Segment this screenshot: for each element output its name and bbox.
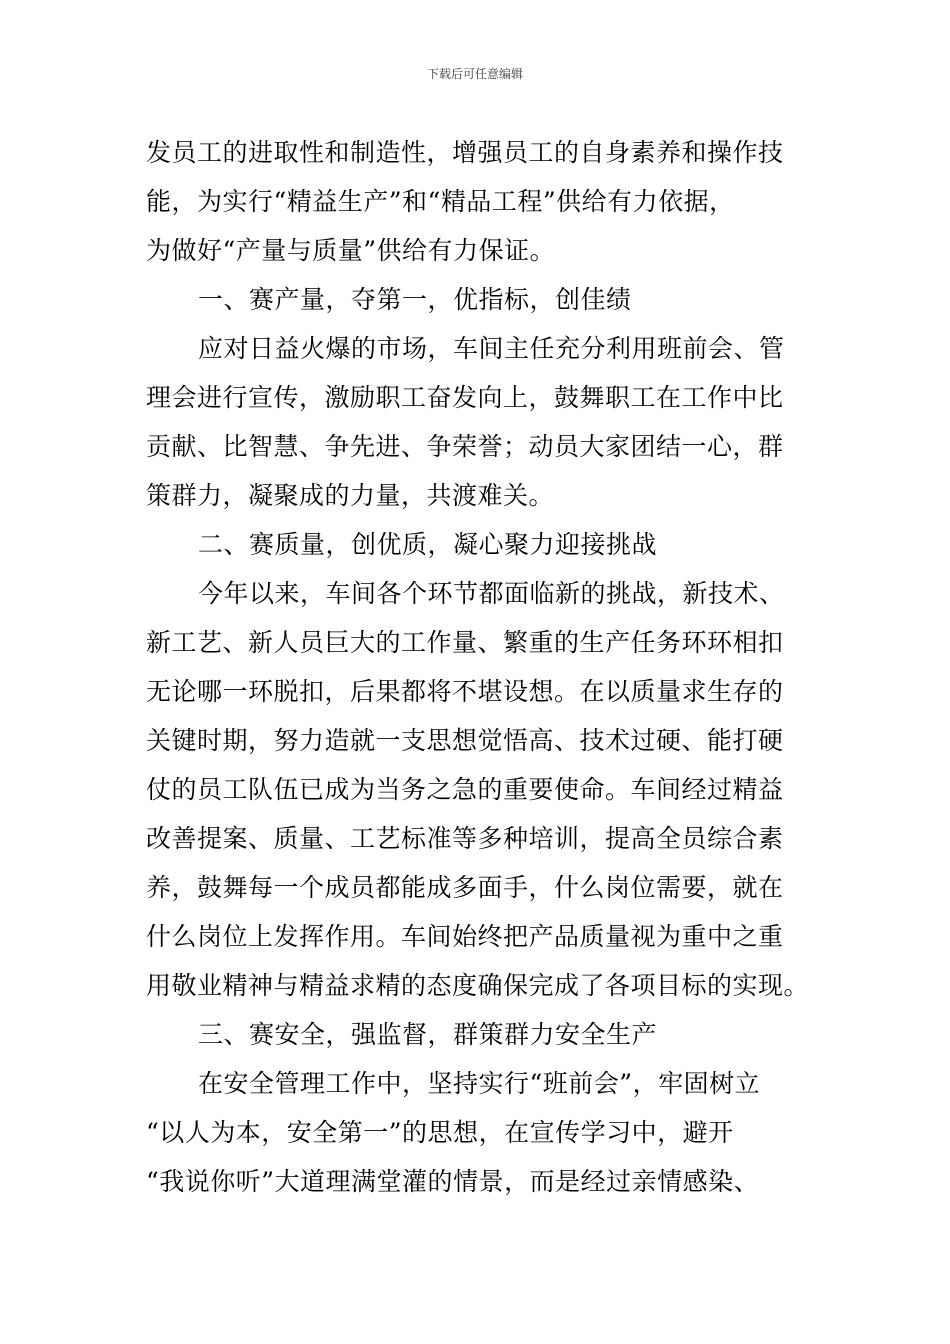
body-line: 为做好“产量与质量”供给有力保证。 bbox=[146, 236, 556, 265]
section-heading-1: 一、赛产量，夺第一，优指标，创佳绩 bbox=[198, 285, 632, 314]
document-body bbox=[146, 128, 810, 1206]
body-line: 无论哪一环脱扣，后果都将不堪设想。在以质量求生存的 bbox=[146, 677, 784, 706]
body-line: 改善提案、质量、工艺标准等多种培训，提高全员综合素 bbox=[146, 824, 784, 853]
body-line: 什么岗位上发挥作用。车间始终把产品质量视为重中之重 bbox=[146, 922, 784, 951]
body-line: 理会进行宣传，激励职工奋发向上，鼓舞职工在工作中比 bbox=[146, 383, 784, 412]
body-line: 策群力，凝聚成的力量，共渡难关。 bbox=[146, 481, 555, 510]
body-line: 养，鼓舞每一个成员都能成多面手，什么岗位需要，就在 bbox=[146, 873, 784, 902]
body-line: 今年以来，车间各个环节都面临新的挑战，新技术、 bbox=[198, 579, 785, 608]
body-line: 发员工的进取性和制造性，增强员工的自身素养和操作技 bbox=[146, 138, 784, 167]
body-line: 应对日益火爆的市场，车间主任充分利用班前会、管 bbox=[198, 334, 785, 363]
body-line: 仗的员工队伍已成为当务之急的重要使命。车间经过精益 bbox=[146, 775, 784, 804]
body-line: “以人为本，安全第一”的思想，在宣传学习中，避开 bbox=[146, 1118, 734, 1147]
body-line: 贡献、比智慧、争先进、争荣誉；动员大家团结一心，群 bbox=[146, 432, 784, 461]
page-header-note: 下载后可任意编辑 bbox=[426, 67, 523, 81]
body-line: 关键时期，努力造就一支思想觉悟高、技术过硬、能打硬 bbox=[146, 726, 784, 755]
body-line: 在安全管理工作中，坚持实行“班前会”，牢固树立 bbox=[198, 1069, 761, 1098]
body-line: 新工艺、新人员巨大的工作量、繁重的生产任务环环相扣 bbox=[146, 628, 784, 657]
section-heading-3: 三、赛安全，强监督，群策群力安全生产 bbox=[198, 1020, 658, 1049]
section-heading-2: 二、赛质量，创优质，凝心聚力迎接挑战 bbox=[198, 530, 658, 559]
body-line: 用敬业精神与精益求精的态度确保完成了各项目标的实现。 bbox=[146, 971, 810, 1000]
body-line: “我说你听”大道理满堂灌的情景，而是经过亲情感染、 bbox=[146, 1167, 760, 1196]
body-line: 能，为实行“精益生产”和“精品工程”供给有力依据， bbox=[146, 187, 735, 216]
